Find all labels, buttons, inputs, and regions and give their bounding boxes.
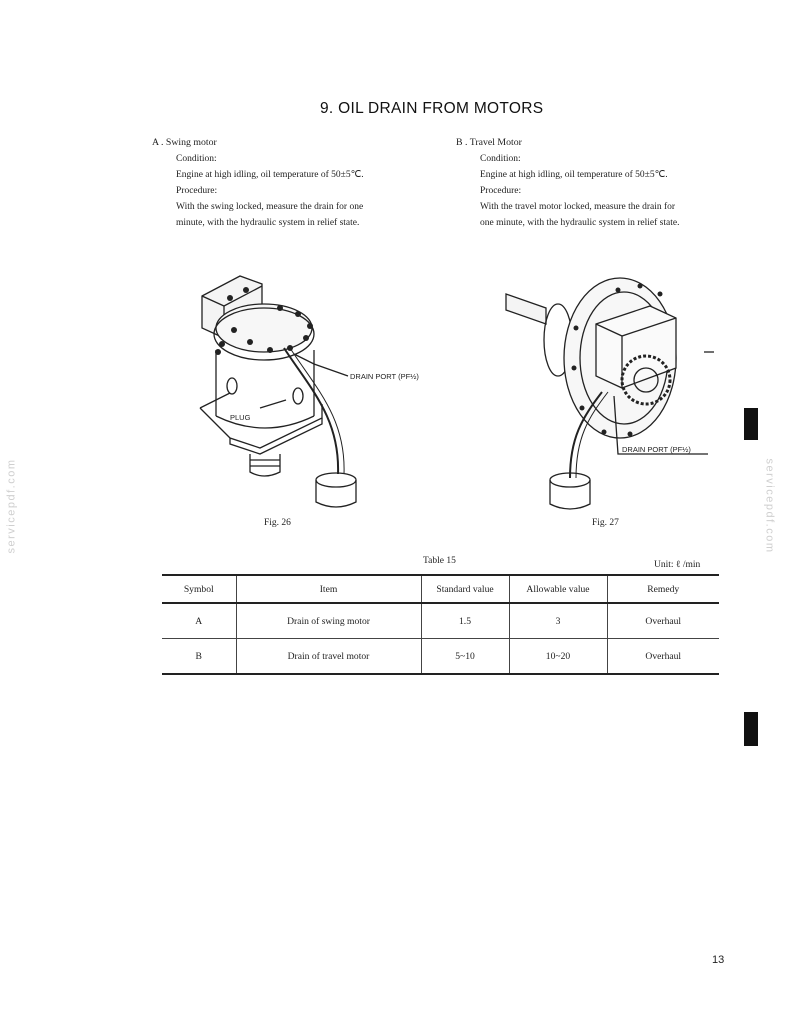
section-b-procedure-label: Procedure: [480,186,522,196]
section-a-procedure-label: Procedure: [176,186,218,196]
page-title: 9. OIL DRAIN FROM MOTORS [320,100,544,117]
cell-remedy: Overhaul [607,639,719,675]
cell-item: Drain of swing motor [236,603,421,639]
header-standard-value: Standard value [421,575,509,603]
section-a-procedure-line1: With the swing locked, measure the drain for one [176,202,364,212]
fig27-caption: Fig. 27 [592,518,619,528]
section-swing-motor [152,135,364,231]
thumb-tab-marker [744,712,758,746]
section-b-procedure-line1: With the travel motor locked, measure the drain for [480,202,676,212]
header-item: Item [236,575,421,603]
section-b-condition-text: Engine at high idling, oil temperature of 50±5℃. [480,170,668,180]
drain-spec-table [162,574,719,675]
cell-symbol: B [162,639,236,675]
section-a-procedure-line2: minute, with the hydraulic system in relief state. [176,218,360,228]
cell-standard-value: 5~10 [421,639,509,675]
fig27-drain-port-label: DRAIN PORT (PF½) [622,445,691,454]
figure-27-travel-motor [500,268,725,514]
section-b-heading: B . Travel Motor [456,137,522,148]
cell-allowable-value: 10~20 [509,639,607,675]
section-b-procedure-line2: one minute, with the hydraulic system in relief state. [480,218,680,228]
cell-remedy: Overhaul [607,603,719,639]
table-caption: Table 15 [423,556,456,566]
thumb-tab-marker [744,408,758,440]
watermark-left: servicepdf.com [5,458,18,554]
section-a-heading: A . Swing motor [152,137,217,148]
fig26-drain-port-label: DRAIN PORT (PF½) [350,372,419,381]
fig26-plug-label: PLUG [230,413,251,422]
table-header-row [162,575,719,603]
header-remedy: Remedy [607,575,719,603]
header-symbol: Symbol [162,575,236,603]
figure-26-swing-motor [190,268,460,514]
section-travel-motor [456,135,679,231]
watermark-right: servicepdf.com [763,458,776,554]
cell-item: Drain of travel motor [236,639,421,675]
cell-allowable-value: 3 [509,603,607,639]
table-row [162,639,719,675]
table-unit: Unit: ℓ /min [654,560,701,570]
section-a-condition-text: Engine at high idling, oil temperature of 50±5℃. [176,170,364,180]
cell-standard-value: 1.5 [421,603,509,639]
section-b-condition-label: Condition: [480,154,521,164]
fig26-caption: Fig. 26 [264,518,291,528]
table-row [162,603,719,639]
section-a-condition-label: Condition: [176,154,217,164]
page-number: 13 [712,954,725,966]
cell-symbol: A [162,603,236,639]
header-allowable-value: Allowable value [509,575,607,603]
